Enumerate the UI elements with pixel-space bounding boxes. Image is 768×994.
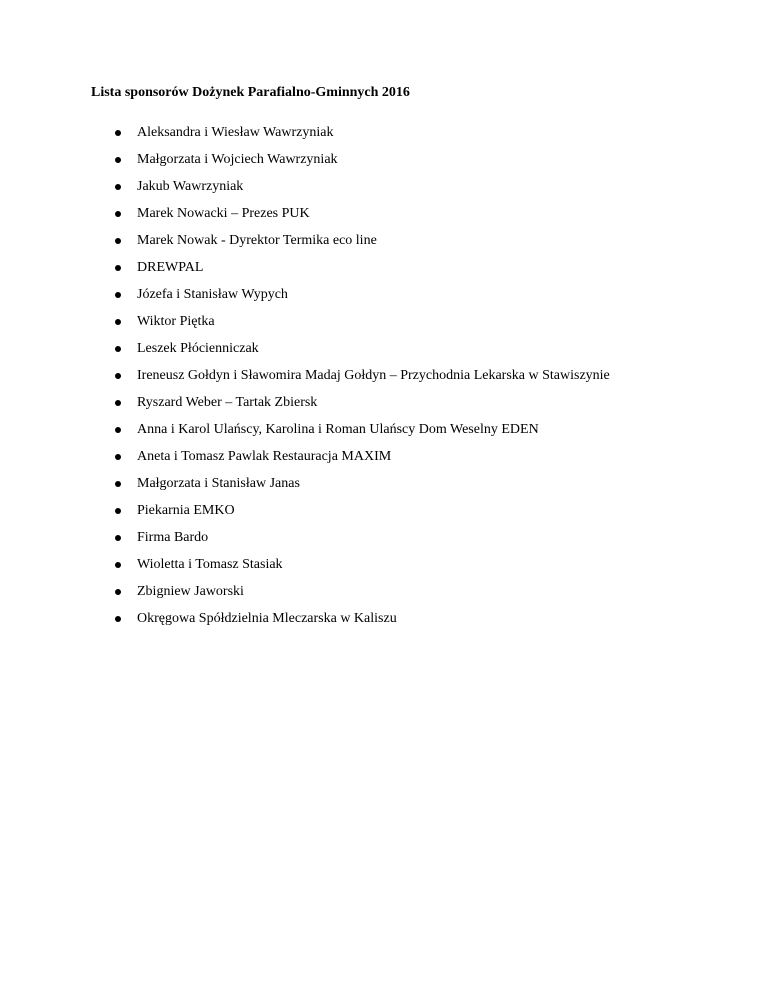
- bullet-icon: [115, 616, 121, 622]
- bullet-icon: [115, 292, 121, 298]
- document-title: Lista sponsorów Dożynek Parafialno-Gminnych 2016: [91, 85, 410, 100]
- sponsor-name: Marek Nowak - Dyrektor Termika eco line: [137, 233, 377, 248]
- sponsor-name: Wiktor Piętka: [137, 314, 215, 329]
- sponsor-name: Jakub Wawrzyniak: [137, 179, 244, 194]
- bullet-icon: [115, 454, 121, 460]
- bullet-icon: [115, 211, 121, 217]
- bullet-icon: [115, 265, 121, 271]
- sponsor-name: Okręgowa Spółdzielnia Mleczarska w Kaliszu: [137, 611, 397, 626]
- bullet-icon: [115, 184, 121, 190]
- sponsor-name: Anna i Karol Ulańscy, Karolina i Roman Ulańscy Dom Weselny EDEN: [137, 422, 539, 437]
- bullet-icon: [115, 427, 121, 433]
- bullet-icon: [115, 319, 121, 325]
- sponsor-name: Józefa i Stanisław Wypych: [137, 287, 288, 302]
- bullet-icon: [115, 481, 121, 487]
- bullet-icon: [115, 535, 121, 541]
- bullet-icon: [115, 562, 121, 568]
- sponsor-name: Wioletta i Tomasz Stasiak: [137, 557, 283, 572]
- sponsor-name: Zbigniew Jaworski: [137, 584, 244, 599]
- bullet-icon: [115, 400, 121, 406]
- bullet-icon: [115, 130, 121, 136]
- sponsor-name: Aneta i Tomasz Pawlak Restauracja MAXIM: [137, 449, 392, 464]
- bullet-icon: [115, 373, 121, 379]
- sponsor-name: DREWPAL: [137, 260, 204, 275]
- sponsor-name: Leszek Płócienniczak: [137, 341, 259, 356]
- sponsor-name: Małgorzata i Wojciech Wawrzyniak: [137, 152, 338, 167]
- sponsor-name: Marek Nowacki – Prezes PUK: [137, 206, 310, 221]
- bullet-icon: [115, 238, 121, 244]
- sponsor-name: Ireneusz Gołdyn i Sławomira Madaj Gołdyn – Przychodnia Lekarska w Stawiszynie: [137, 368, 610, 383]
- sponsor-name: Piekarnia EMKO: [137, 503, 235, 518]
- sponsor-name: Aleksandra i Wiesław Wawrzyniak: [137, 125, 334, 140]
- sponsor-name: Firma Bardo: [137, 530, 209, 545]
- sponsor-name: Małgorzata i Stanisław Janas: [137, 476, 300, 491]
- bullet-icon: [115, 589, 121, 595]
- bullet-icon: [115, 346, 121, 352]
- bullet-icon: [115, 157, 121, 163]
- bullet-icon: [115, 508, 121, 514]
- sponsor-name: Ryszard Weber – Tartak Zbiersk: [137, 395, 318, 410]
